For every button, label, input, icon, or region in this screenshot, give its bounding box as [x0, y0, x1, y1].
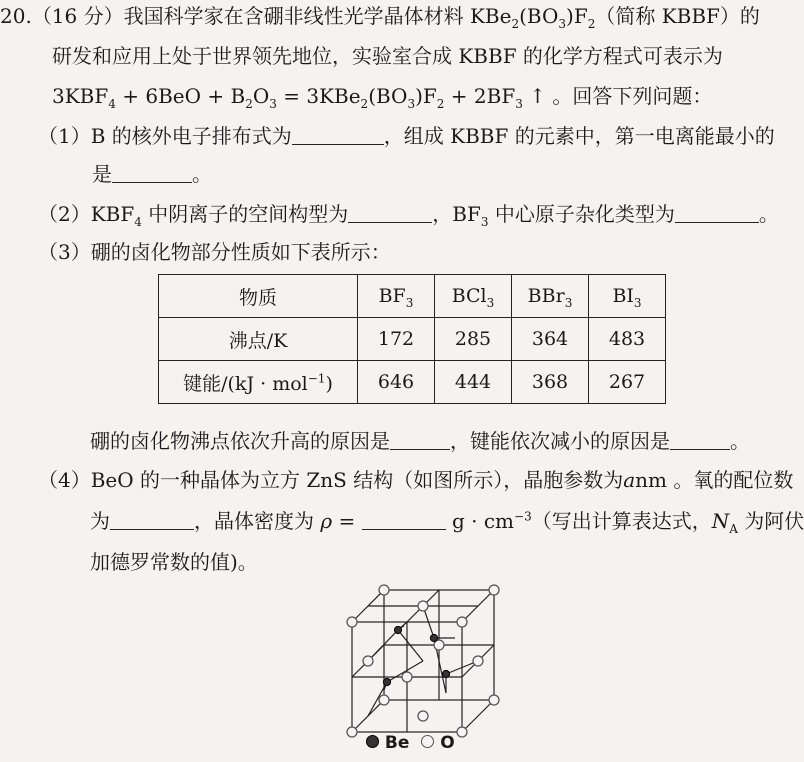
table-row: [159, 275, 666, 318]
unit-text: g · cm: [451, 509, 515, 533]
eq-term: O: [252, 84, 270, 108]
subscript: 3: [486, 295, 495, 310]
part-3-text: 硼的卤化物沸点依次升高的原因是: [90, 429, 390, 453]
o-atom: [457, 617, 467, 627]
eq-term: + 2BF: [444, 84, 516, 108]
label-text: ): [325, 372, 333, 395]
be-atom: [394, 626, 401, 633]
part-4-text: （4）BeO 的一种晶体为立方 ZnS 结构（如图所示），晶胞参数为: [38, 468, 624, 492]
question-intro-line-1: [0, 2, 760, 30]
subscript: 4: [134, 215, 142, 229]
o-atom: [402, 672, 412, 682]
part-3-text: （3）硼的卤化物部分性质如下表所示：: [38, 240, 391, 264]
label-text: 键能/(kJ · mol: [183, 372, 308, 395]
formula: BI: [612, 285, 634, 307]
be-legend-icon: [366, 735, 379, 748]
subscript: 3: [480, 215, 489, 229]
table-header-cell: [589, 275, 666, 318]
table-cell: 368: [512, 361, 589, 404]
answer-blank-anion-geometry[interactable]: [348, 204, 432, 223]
eq-term: = 3KBe: [276, 84, 361, 108]
intro-text: )F: [566, 4, 588, 28]
o-atom: [379, 585, 389, 595]
o-legend-label: O: [440, 733, 455, 753]
part-3-text: 。: [730, 429, 750, 453]
part-4-text: =: [332, 509, 362, 533]
question-intro-line-2: [52, 42, 723, 70]
question-number: 20.: [0, 4, 32, 28]
o-atom: [347, 617, 357, 627]
formula: BF: [378, 285, 406, 307]
part-4-text: nm 。氧的配位数: [635, 468, 794, 492]
part-1-line-1: [38, 122, 775, 150]
subscript: 3: [405, 295, 414, 310]
subscript: 4: [108, 97, 116, 111]
o-atom: [457, 727, 467, 737]
subscript: 3: [558, 17, 567, 31]
answer-blank-bp-reason[interactable]: [390, 431, 450, 450]
table-cell: 172: [358, 318, 435, 361]
part-2-text: 中阴离子的空间构型为: [141, 202, 349, 226]
lattice-param-variable: a: [623, 468, 636, 492]
o-atom: [379, 695, 389, 705]
be-atom: [383, 678, 390, 685]
answer-blank-bond-reason[interactable]: [670, 431, 730, 450]
table-header-cell: 物质: [159, 275, 358, 318]
o-atom: [489, 695, 499, 705]
eq-term: 3KBF: [52, 84, 109, 108]
table-cell: 285: [435, 318, 512, 361]
part-4-text: 为: [90, 509, 110, 533]
part-4-text: ，晶体密度为: [194, 509, 321, 533]
part-2-text: 。: [758, 202, 779, 226]
density-symbol: ρ: [320, 509, 333, 533]
part-1-text: ，组成 KBBF 的元素中，第一电离能最小的: [383, 124, 775, 148]
be-atom: [442, 670, 449, 677]
avogadro-symbol: N: [711, 509, 730, 533]
part-1-text: 是: [92, 162, 112, 186]
table-cell: 364: [512, 318, 589, 361]
be-atom: [430, 634, 437, 641]
part-2-text: （2）KBF: [38, 202, 135, 226]
table-row-label: 沸点/K: [159, 318, 358, 361]
table-row-label: [159, 361, 358, 404]
table-header-cell: [435, 275, 512, 318]
part-1-line-2: [92, 160, 212, 188]
eq-term: (BO: [368, 84, 408, 108]
answer-blank-density[interactable]: [362, 511, 446, 530]
subscript: 3: [515, 97, 523, 111]
table-header-cell: [358, 275, 435, 318]
intro-text: 研发和应用上处于世界领先地位，实验室合成 KBBF 的化学方程式可表示为: [52, 44, 723, 68]
subscript: 3: [633, 295, 642, 310]
part-1-text: 。: [192, 162, 212, 186]
intro-text: (BO: [519, 4, 559, 28]
answer-blank-electron-config[interactable]: [292, 126, 384, 145]
formula: BBr: [527, 285, 565, 307]
table-row: [159, 361, 666, 404]
part-2-line: [38, 200, 779, 228]
superscript: −3: [514, 509, 532, 524]
boron-halide-table: [158, 274, 666, 404]
table-cell: 646: [358, 361, 435, 404]
table-row: [159, 318, 666, 361]
subscript: 2: [511, 17, 520, 31]
part-3-text: ，键能依次减小的原因是: [450, 429, 670, 453]
diagram-legend: [366, 733, 455, 753]
subscript: A: [729, 522, 738, 536]
o-atom: [418, 711, 428, 721]
question-score: （16 分）: [31, 4, 124, 28]
table-cell: 483: [589, 318, 666, 361]
o-atom: [489, 585, 499, 595]
part-4-line-1: [38, 466, 793, 494]
subscript: 3: [564, 295, 573, 310]
table-cell: 444: [435, 361, 512, 404]
intro-text: （简称 KBBF）的: [595, 4, 760, 28]
zns-crystal-diagram: [338, 582, 508, 734]
o-atom: [418, 601, 428, 611]
part-4-text: 为阿伏: [737, 509, 804, 533]
table-cell: 267: [589, 361, 666, 404]
part-3-followup: [90, 427, 750, 455]
part-4-text: （写出计算表达式，: [531, 509, 712, 533]
table-header-cell: [512, 275, 589, 318]
part-2-text: ，BF: [432, 202, 481, 226]
part-3-line: [38, 238, 391, 266]
superscript: −1: [307, 371, 326, 386]
formula: BCl: [451, 285, 487, 307]
subscript: 2: [587, 17, 596, 31]
chemical-equation: [52, 82, 712, 110]
eq-term: )F: [415, 84, 437, 108]
o-atom: [473, 656, 483, 666]
subscript: 3: [407, 97, 416, 111]
part-1-text: （1）B 的核外电子排布式为: [38, 124, 292, 148]
intro-text: 我国科学家在含硼非线性光学晶体材料 KBe: [123, 4, 512, 28]
subscript: 3: [269, 97, 277, 111]
subscript: 2: [436, 97, 445, 111]
part-4-line-3: [90, 548, 258, 576]
answer-blank-coordination[interactable]: [110, 511, 194, 530]
subscript: 2: [245, 97, 253, 111]
part-2-text: 中心原子杂化类型为: [488, 202, 675, 226]
part-4-text: 加德罗常数的值)。: [90, 550, 258, 574]
o-atom: [347, 727, 357, 737]
eq-term: + 6BeO + B: [115, 84, 246, 108]
be-legend-label: Be: [384, 733, 410, 753]
part-4-line-2: [90, 507, 804, 535]
o-legend-icon: [421, 735, 434, 748]
subscript: 2: [360, 97, 369, 111]
eq-term: ↑ 。回答下列问题：: [522, 84, 713, 108]
o-atom: [363, 656, 373, 666]
answer-blank-lowest-ionization[interactable]: [112, 164, 192, 183]
answer-blank-hybridization[interactable]: [675, 204, 759, 223]
